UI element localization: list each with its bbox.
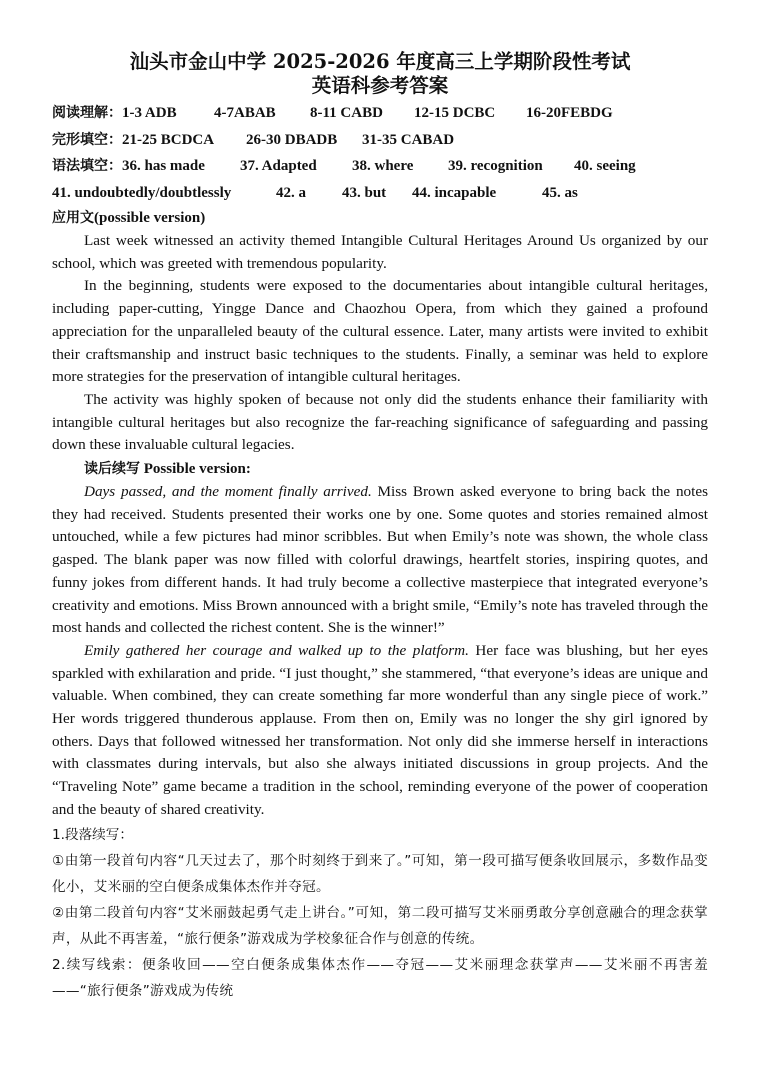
heading-en: (possible version) bbox=[94, 210, 206, 226]
answer-item: 36. has made bbox=[122, 158, 205, 174]
heading-cn: 读后续写 bbox=[84, 461, 140, 478]
cloze-answers bbox=[52, 127, 708, 154]
answer-item: 37. Adapted bbox=[240, 158, 317, 174]
answer-item: 31-35 CABAD bbox=[362, 131, 455, 148]
continuation-paragraph-2 bbox=[52, 640, 708, 822]
continuation-heading bbox=[52, 457, 708, 481]
answer-item: 39. recognition bbox=[448, 158, 543, 174]
applied-writing-heading bbox=[52, 206, 708, 230]
answer-item: 45. as bbox=[542, 184, 578, 201]
paragraph-body: Miss Brown asked everyone to bring back the notes they had received. Students presented their works one by one. Some quotes and stories remained almost untouched, while a few pictures had minor scribbles. But when Emily’s note was shown, the whole class gasped. The blank paper was now filled with colorful drawings, heartfelt stories, inspiring quotes, and funny jokes from different hands. It had truly become a collective masterpiece that integrated everyone’s creativity and emotions. Miss Brown announced with a bright smile, “Emily’s note has traveled through the most hands and collected the richest content. She is the winner!” bbox=[52, 483, 709, 637]
applied-writing-paragraph: Last week witnessed an activity themed Intangible Cultural Heritages Around Us organized by our school, which was greeted with tremendous popularity. bbox=[52, 232, 708, 272]
answer-item: 8-11 CABD bbox=[310, 105, 383, 121]
reading-answers bbox=[52, 100, 708, 127]
answer-item: 12-15 DCBC bbox=[414, 105, 496, 121]
heading-en: Possible version: bbox=[140, 461, 251, 478]
continuation-paragraph-1 bbox=[52, 481, 708, 640]
answer-item: 40. seeing bbox=[574, 158, 636, 174]
answer-item: 38. where bbox=[352, 158, 414, 174]
notes-item: ②由第二段首句内容“艾米丽鼓起勇气走上讲台。”可知，第二段可描写艾米丽勇敢分享创意融合的理念获掌声，从此不再害羞，“旅行便条”游戏成为学校象征合作与创意的传统。 bbox=[52, 904, 708, 947]
applied-writing-paragraph: In the beginning, students were exposed to the documentaries about intangible cultural heritages, including paper-cutting, Yingge Dance and Chaozhou Opera, from which they gained a profound appreciation for the unparalleled beauty of the cultural essence. Later, many artists were invited to exhibit their craftsmanship and instruct basic techniques to the students. Finally, a seminar was held to explore more strategies for the preservation of intangible cultural heritages. bbox=[52, 277, 708, 386]
paragraph-lead-sentence: Days passed, and the moment finally arrived. bbox=[84, 483, 372, 501]
cloze-label: 完形填空： bbox=[52, 131, 122, 148]
answer-item: 41. undoubtedly/doubtlessly bbox=[52, 184, 232, 201]
answer-item: 44. incapable bbox=[412, 184, 497, 201]
grammar-answers-continued bbox=[52, 180, 708, 207]
answer-item: 26-30 DBADB bbox=[246, 131, 338, 148]
grammar-answers bbox=[52, 153, 708, 180]
answer-item: 21-25 BCDCA bbox=[122, 131, 215, 148]
applied-writing-paragraph: The activity was highly spoken of because not only did the students enhance their familiarity with intangible cultural heritages but also recognize the far-reaching significance of safeguarding and passing down these invaluable cultural legacies. bbox=[52, 390, 708, 454]
grammar-label: 语法填空： bbox=[52, 158, 122, 174]
notes-item: ①由第一段首句内容“几天过去了，那个时刻终于到来了。”可知，第一段可描写便条收回展示，多数作品变化小，艾米丽的空白便条成集体杰作并夺冠。 bbox=[52, 852, 708, 895]
notes-title: 1.段落续写： bbox=[52, 826, 133, 843]
paragraph-body: Her face was blushing, but her eyes sparkled with exhilaration and pride. “I just thought,” she stammered, “that everyone’s ideas are unique and valuable. When combined, they can create something far more wonderful than any single piece of work.” Her words triggered thunderous applause. From then on, Emily was no longer the shy girl ignored by others. Days that followed witnessed her transformation. Not only did she immerse herself in interactions with classmates during intervals, but also she always initiated discussions in group projects. And the “Traveling Note” game became a tradition in the school, reminding everyone of the power of cooperation and the beauty of shared creativity. bbox=[52, 641, 708, 818]
answer-item: 16-20FEBDG bbox=[526, 105, 613, 121]
paragraph-lead-sentence: Emily gathered her courage and walked up to the platform. bbox=[84, 641, 469, 659]
answer-item: 1-3 ADB bbox=[122, 105, 177, 121]
page-subtitle: 英语科参考答案 bbox=[311, 74, 449, 97]
notes-clues: 2.续写线索：便条收回——空白便条成集体杰作——夺冠——艾米丽理念获掌声——艾米丽不再害羞——“旅行便条”游戏成为传统 bbox=[52, 956, 708, 999]
reading-label: 阅读理解： bbox=[52, 105, 122, 121]
answer-item: 4-7ABAB bbox=[214, 105, 276, 121]
heading-cn: 应用文 bbox=[52, 210, 94, 226]
page-title: 汕头市金山中学 2025-2026 年度高三上学期阶段性考试 bbox=[129, 50, 631, 73]
answer-item: 42. a bbox=[276, 184, 306, 201]
answer-item: 43. but bbox=[342, 184, 387, 201]
